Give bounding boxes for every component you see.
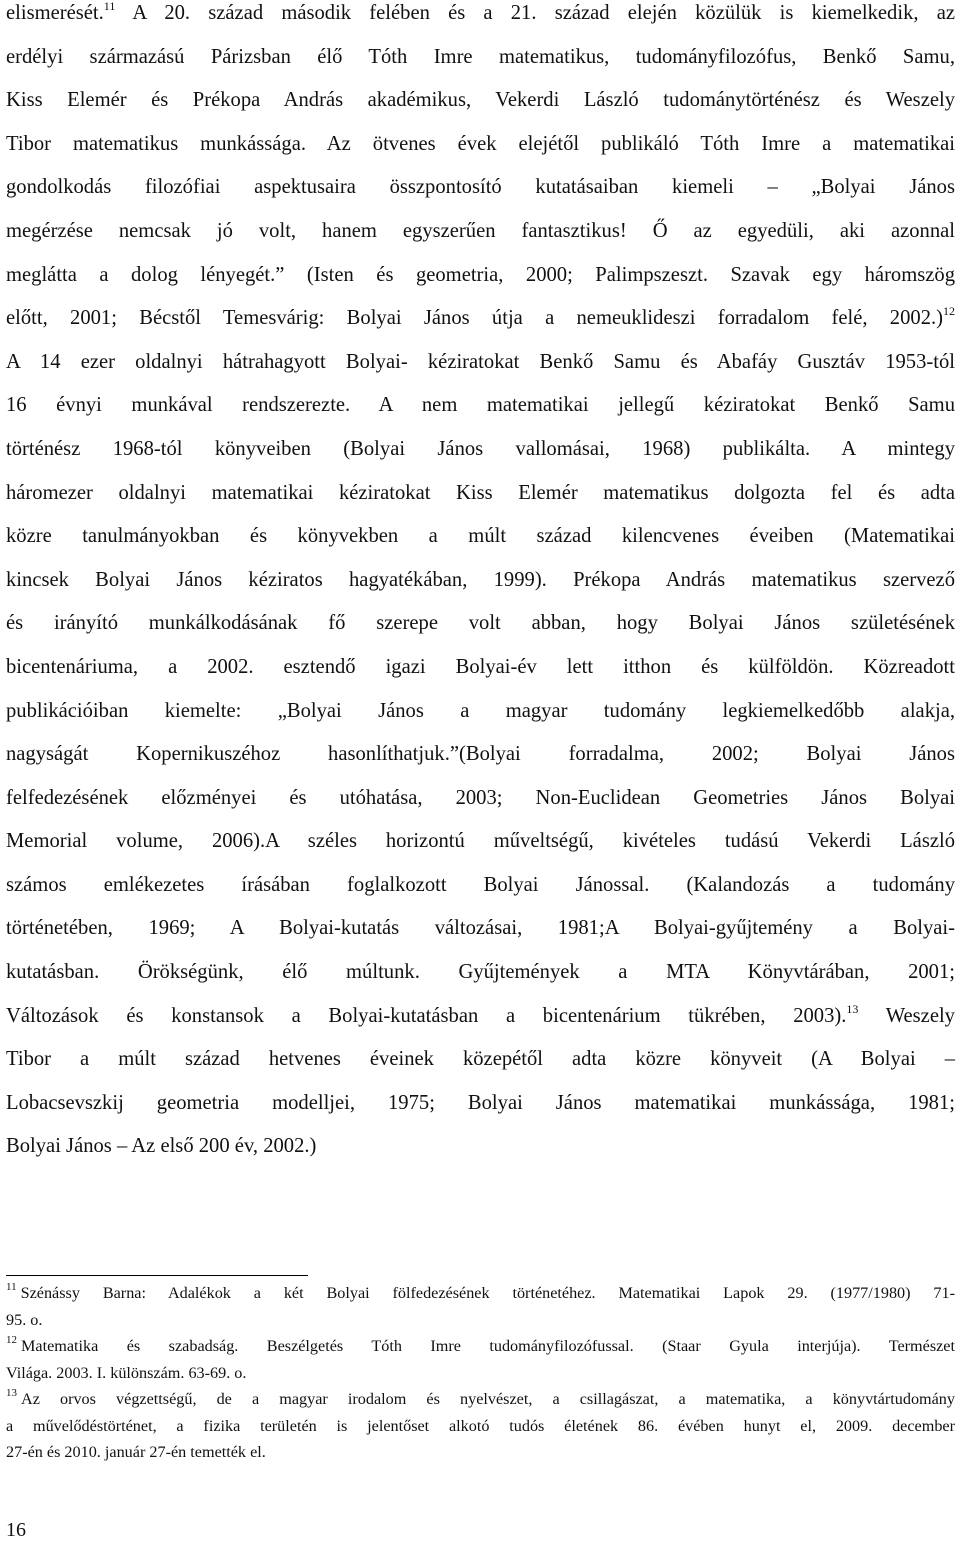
footnote-number: 12 — [6, 1334, 17, 1346]
footnote-reference[interactable]: 12 — [943, 304, 955, 319]
footnote — [6, 1280, 955, 1333]
text-line — [6, 864, 955, 908]
footnote-line — [6, 1360, 955, 1387]
footnote-line — [6, 1280, 955, 1307]
text-line — [6, 951, 955, 995]
footnote — [6, 1386, 955, 1466]
text-run: Memorial volume, 2006).A széles horizontú műveltségű, kivételes tudású Vekerdi László — [6, 830, 955, 853]
text-line — [6, 210, 955, 254]
text-run: bicentenáriuma, a 2002. esztendő igazi Bolyai-év lett itthon és külföldön. Közreadott — [6, 655, 955, 678]
footnote-text: Világa. 2003. I. különszám. 63-69. o. — [6, 1363, 247, 1382]
footnote-line — [6, 1413, 955, 1440]
text-line — [6, 297, 955, 341]
text-run: Kiss Elemér és Prékopa András akadémikus, Vekerdi László tudománytörténész és Weszely — [6, 89, 955, 112]
text-run: meglátta a dolog lényegét.” (Isten és geometria, 2000; Palimpszeszt. Szavak egy háromszög — [6, 263, 955, 286]
text-line — [6, 0, 955, 36]
text-run: megérzése nemcsak jó volt, hanem egyszerűen fantasztikus! Ő az egyedüli, aki azonnal — [6, 219, 955, 242]
footnote-text: Matematika és szabadság. Beszélgetés Tóth Imre tudományfilozófussal. (Staar Gyula interjúja). Természet — [21, 1337, 955, 1355]
footnote-text: 27-én és 2010. január 27-én temették el. — [6, 1443, 266, 1461]
text-run: nagyságát Kopernikuszéhoz hasonlíthatjuk.”(Bolyai forradalma, 2002; Bolyai János — [6, 743, 955, 766]
text-line — [6, 995, 955, 1039]
text-run: történetében, 1969; A Bolyai-kutatás változásai, 1981;A Bolyai-gyűjtemény a Bolyai- — [6, 917, 955, 940]
text-run: történész 1968-tól könyveiben (Bolyai János vallomásai, 1968) publikálta. A mintegy — [6, 437, 955, 460]
text-line — [6, 733, 955, 777]
text-run: publikációiban kiemelte: „Bolyai János a magyar tudomány legkiemelkedőbb alakja, — [6, 699, 955, 722]
text-line — [6, 341, 955, 385]
text-run: Bolyai János – Az első 200 év, 2002.) — [6, 1135, 317, 1158]
footnote-text: Szénássy Barna: Adalékok a két Bolyai fölfedezésének történetéhez. Matematikai Lapok 29. (1977/1980) 71- — [20, 1284, 955, 1302]
text-line — [6, 254, 955, 298]
footnote-reference[interactable]: 11 — [103, 0, 116, 13]
text-line — [6, 690, 955, 734]
text-run: közre tanulmányokban és könyvekben a múlt század kilencvenes éveiben (Matematikai — [6, 525, 955, 548]
text-run: Tibor matematikus munkássága. Az ötvenes évek elejétől publikáló Tóth Imre a matematikai — [6, 132, 955, 155]
footnote-text: Az orvos végzettségű, de a magyar irodalom és nyelvészet, a csillagászat, a matematika, a könyvtártudomány — [21, 1390, 955, 1408]
footnote-reference[interactable]: 13 — [846, 1001, 859, 1016]
text-line — [6, 515, 955, 559]
footnotes-section — [6, 1280, 955, 1466]
text-line — [6, 428, 955, 472]
text-line — [6, 907, 955, 951]
footnote-line — [6, 1439, 955, 1466]
text-run: Weszely — [858, 1004, 955, 1027]
text-run: Változások és konstansok a Bolyai-kutatásban a bicentenárium tükrében, 2003). — [6, 1004, 847, 1027]
text-line — [6, 472, 955, 516]
text-run: Lobacsevszkij geometria modelljei, 1975; Bolyai János matematikai munkássága, 1981; — [6, 1091, 955, 1114]
text-line — [6, 1082, 955, 1126]
footnote-number: 11 — [6, 1281, 17, 1293]
text-line — [6, 384, 955, 428]
text-line — [6, 820, 955, 864]
text-run: A 14 ezer oldalnyi hátrahagyott Bolyai- kéziratokat Benkő Samu és Abafáy Gusztáv 1953-tól — [6, 350, 955, 373]
text-run: előtt, 2001; Bécstől Temesvárig: Bolyai János útja a nemeuklideszi forradalom felé, 2002.) — [6, 307, 943, 330]
footnote — [6, 1333, 955, 1386]
footnote-line — [6, 1386, 955, 1413]
text-line — [6, 646, 955, 690]
text-line — [6, 123, 955, 167]
text-run: Tibor a múlt század hetvenes éveinek közepétől adta közre könyveit (A Bolyai – — [6, 1048, 955, 1071]
footnote-line — [6, 1307, 955, 1334]
text-run: erdélyi származású Párizsban élő Tóth Imre matematikus, tudományfilozófus, Benkő Samu, — [6, 45, 955, 68]
text-line — [6, 36, 955, 80]
text-line — [6, 559, 955, 603]
text-run: felfedezésének előzményei és utóhatása, 2003; Non-Euclidean Geometries János Bolyai — [6, 786, 955, 809]
text-line — [6, 166, 955, 210]
text-run: A 20. század második felében és a 21. század elején közülük is kiemelkedik, az — [115, 2, 955, 24]
text-run: háromezer oldalnyi matematikai kéziratokat Kiss Elemér matematikus dolgozta fel és adta — [6, 481, 955, 504]
text-run: és irányító munkálkodásának fő szerepe volt abban, hogy Bolyai János születésének — [6, 612, 955, 635]
text-run: kincsek Bolyai János kéziratos hagyatékában, 1999). Prékopa András matematikus szervező — [6, 568, 955, 591]
footnote-text: 95. o. — [6, 1310, 43, 1329]
text-line — [6, 1125, 955, 1169]
text-run: 16 évnyi munkával rendszerezte. A nem matematikai jellegű kéziratokat Benkő Samu — [6, 394, 955, 417]
text-line — [6, 1038, 955, 1082]
text-run: gondolkodás filozófiai aspektusaira összpontosító kutatásaiban kiemeli – „Bolyai János — [6, 176, 955, 199]
text-run: számos emlékezetes írásában foglalkozott Bolyai Jánossal. (Kalandozás a tudomány — [6, 873, 955, 896]
footnote-number: 13 — [6, 1387, 17, 1399]
text-line — [6, 79, 955, 123]
footnote-line — [6, 1333, 955, 1360]
footnote-text: a művelődéstörténet, a fizika területén is jelentőset alkotó tudós életének 86. évében hunyt el, 2009. december — [6, 1416, 955, 1435]
page-number: 16 — [6, 1519, 26, 1541]
text-line — [6, 602, 955, 646]
text-line — [6, 777, 955, 821]
footnote-separator — [6, 1275, 308, 1276]
text-run: elismerését. — [6, 2, 104, 24]
main-paragraph — [6, 0, 955, 1169]
text-run: kutatásban. Örökségünk, élő múltunk. Gyűjtemények a MTA Könyvtárában, 2001; — [6, 961, 955, 984]
